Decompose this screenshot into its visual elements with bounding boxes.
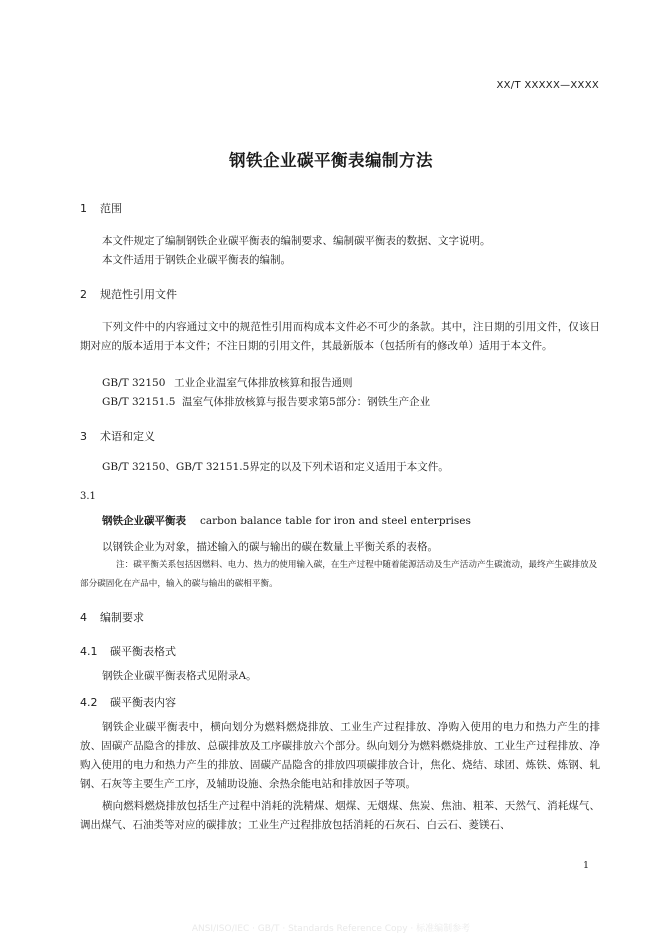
subsection-4-1-heading bbox=[80, 643, 176, 659]
term-chinese: 钢铁企业碳平衡表 bbox=[102, 515, 186, 527]
section-2-paragraph: 下列文件中的内容通过文中的规范性引用而构成本文件必不可少的条款。其中，注日期的引用文件，仅该日期对应的版本适用于本文件；不注日期的引用文件，其最新版本（包括所有的修改单）适用于本文件。 bbox=[80, 321, 600, 352]
reference-title: 温室气体排放核算与报告要求第5部分：钢铁生产企业 bbox=[182, 396, 431, 408]
section-number: 2 bbox=[80, 288, 87, 301]
section-title: 编制要求 bbox=[100, 611, 144, 624]
document-title: 钢铁企业碳平衡表编制方法 bbox=[229, 151, 433, 170]
reference-item bbox=[102, 375, 353, 390]
section-number: 3 bbox=[80, 430, 87, 443]
note-text: 碳平衡关系包括因燃料、电力、热力的使用输入碳，在生产过程中随着能源活动及生产活动产生碳流动，最终产生碳排放及部分碳固化在产品中，输入的碳与输出的碳相平衡。 bbox=[80, 560, 598, 589]
subsection-number: 4.1 bbox=[80, 645, 98, 658]
section-1-heading bbox=[80, 200, 122, 216]
note-label: 注： bbox=[116, 560, 134, 570]
term-entry bbox=[102, 513, 471, 528]
standard-code: XX/T XXXXX—XXXX bbox=[496, 80, 599, 91]
section-1-paragraph-1: 本文件规定了编制钢铁企业碳平衡表的编制要求、编制碳平衡表的数据、文字说明。 bbox=[102, 235, 491, 247]
subsection-4-2-heading bbox=[80, 694, 176, 710]
section-2-heading bbox=[80, 286, 177, 302]
subsection-number: 4.2 bbox=[80, 696, 98, 709]
reference-code: GB/T 32151.5 bbox=[102, 396, 176, 408]
subsection-4-2-paragraph-2: 横向燃料燃烧排放包括生产过程中消耗的洗精煤、烟煤、无烟煤、焦炭、焦油、粗苯、天然气、消耗煤气、调出煤气、石油类等对应的碳排放；工业生产过程排放包括消耗的石灰石、白云石、菱镁石、 bbox=[80, 800, 600, 831]
subsection-4-2-paragraph-1: 钢铁企业碳平衡表中，横向划分为燃料燃烧排放、工业生产过程排放、净购入使用的电力和热力产生的排放、固碳产品隐含的排放、总碳排放及工序碳排放六个部分。纵向划分为燃料燃烧排放、工业生产过程排放、净购入使用的电力和热力产生的排放、固碳产品隐含的排放四项碳排放合计，焦化、烧结、球团、炼铁、炼钢、轧钢、石灰等主要生产工序，及辅助设施、余热余能电站和排放因子等项。 bbox=[80, 721, 600, 790]
term-number: 3.1 bbox=[80, 491, 96, 502]
section-number: 1 bbox=[80, 202, 87, 215]
page-number: 1 bbox=[582, 860, 589, 871]
section-4-heading bbox=[80, 609, 144, 625]
subsection-4-1-paragraph: 钢铁企业碳平衡表格式见附录A。 bbox=[102, 670, 257, 682]
reference-code: GB/T 32150 bbox=[102, 377, 166, 389]
term-note bbox=[80, 556, 600, 594]
section-3-heading bbox=[80, 428, 155, 444]
footer-watermark: ANSI/ISO/IEC · GB/T · Standards Reference Copy · 标准编制参考 bbox=[191, 923, 471, 934]
reference-title: 工业企业温室气体排放核算和报告通则 bbox=[174, 377, 353, 389]
subsection-title: 碳平衡表内容 bbox=[110, 696, 176, 709]
section-title: 规范性引用文件 bbox=[100, 288, 177, 301]
section-title: 范围 bbox=[100, 202, 122, 215]
section-number: 4 bbox=[80, 611, 87, 624]
section-3-paragraph: GB/T 32150、GB/T 32151.5界定的以及下列术语和定义适用于本文件。 bbox=[102, 461, 449, 473]
section-title: 术语和定义 bbox=[100, 430, 155, 443]
subsection-title: 碳平衡表格式 bbox=[110, 645, 176, 658]
term-definition: 以钢铁企业为对象，描述输入的碳与输出的碳在数量上平衡关系的表格。 bbox=[102, 541, 438, 553]
term-english: carbon balance table for iron and steel enterprises bbox=[200, 515, 471, 527]
section-1-paragraph-2: 本文件适用于钢铁企业碳平衡表的编制。 bbox=[102, 254, 291, 266]
reference-item bbox=[102, 394, 430, 409]
